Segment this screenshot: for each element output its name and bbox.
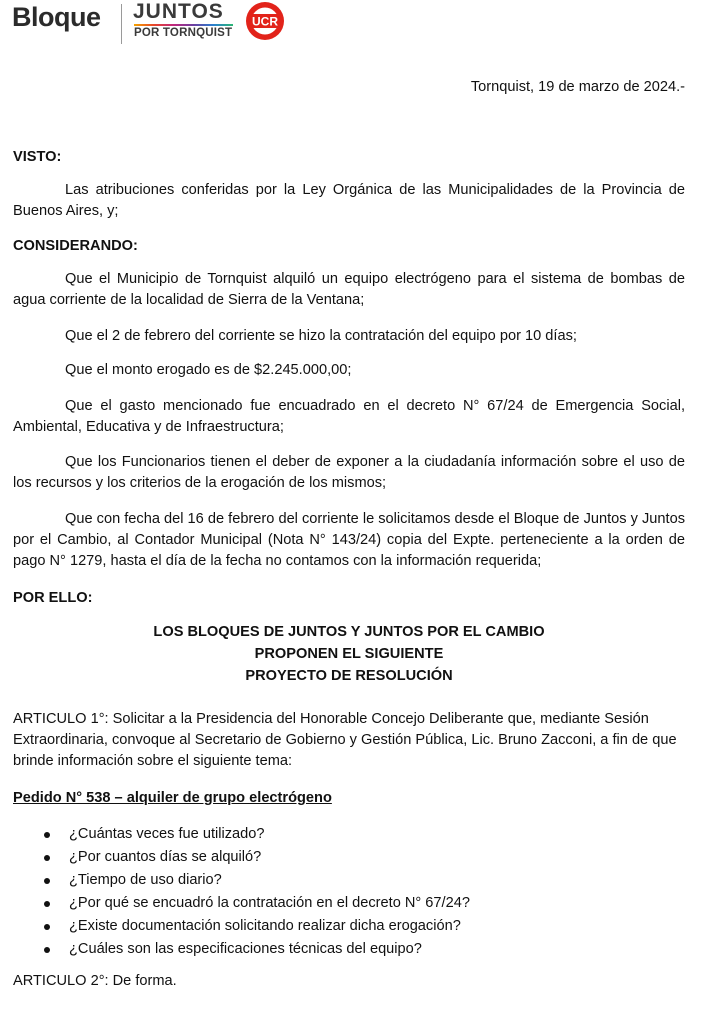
bullet-icon bbox=[44, 901, 50, 907]
date-line: Tornquist, 19 de marzo de 2024.- bbox=[470, 79, 685, 95]
list-item bbox=[13, 938, 673, 961]
list-item bbox=[13, 869, 673, 892]
articulo-2: ARTICULO 2°: De forma. bbox=[13, 973, 177, 989]
articulo-1: ARTICULO 1°: Solicitar a la Presidencia del Honorable Concejo Deliberante que, mediante Sesión Extraordinaria, convoque al Secretario de Gobierno y Gestión Pública, Lic. Bruno Zacconi, a fin de que brinde información sobre el siguiente tema: bbox=[13, 711, 677, 769]
bullet-icon bbox=[44, 832, 50, 838]
resolution-title-line: PROPONEN EL SIGUIENTE bbox=[254, 646, 444, 662]
bullet-icon bbox=[44, 947, 50, 953]
logo-divider bbox=[121, 4, 122, 44]
visto-heading: VISTO: bbox=[13, 149, 62, 165]
question-text: ¿Tiempo de uso diario? bbox=[69, 872, 222, 888]
questions-list bbox=[13, 823, 673, 961]
considerando-paragraph: Que el monto erogado es de $2.245.000,00; bbox=[65, 362, 352, 378]
logo-juntos-text: JUNTOS bbox=[133, 0, 224, 23]
considerando-paragraph: Que el gasto mencionado fue encuadrado en el decreto N° 67/24 de Emergencia Social, Ambiental, Educativa y de Infraestructura; bbox=[13, 398, 685, 435]
logo-por-tornquist-text: POR TORNQUIST bbox=[134, 27, 233, 39]
resolution-title-line: LOS BLOQUES DE JUNTOS Y JUNTOS POR EL CAMBIO bbox=[153, 624, 545, 640]
question-text: ¿Por qué se encuadró la contratación en el decreto N° 67/24? bbox=[69, 895, 470, 911]
letterhead bbox=[0, 0, 707, 60]
question-text: ¿Cuántas veces fue utilizado? bbox=[69, 826, 265, 842]
bullet-icon bbox=[44, 924, 50, 930]
list-item bbox=[13, 823, 673, 846]
visto-paragraph: Las atribuciones conferidas por la Ley Orgánica de las Municipalidades de la Provincia de Buenos Aires, y; bbox=[13, 182, 685, 219]
bullet-icon bbox=[44, 878, 50, 884]
resolution-title-line: PROYECTO DE RESOLUCIÓN bbox=[245, 668, 453, 684]
ucr-logo-text: UCR bbox=[252, 14, 278, 29]
ucr-logo-icon bbox=[245, 1, 285, 41]
list-item bbox=[13, 846, 673, 869]
question-text: ¿Existe documentación solicitando realizar dicha erogación? bbox=[69, 918, 461, 934]
question-text: ¿Cuáles son las especificaciones técnicas del equipo? bbox=[69, 941, 422, 957]
considerando-paragraph: Que el Municipio de Tornquist alquiló un equipo electrógeno para el sistema de bombas de agua corriente de la localidad de Sierra de la Ventana; bbox=[13, 271, 685, 308]
considerando-heading: CONSIDERANDO: bbox=[13, 238, 138, 254]
list-item bbox=[13, 915, 673, 938]
considerando-paragraph: Que el 2 de febrero del corriente se hizo la contratación del equipo por 10 días; bbox=[65, 328, 577, 344]
bullet-icon bbox=[44, 855, 50, 861]
considerando-paragraph: Que los Funcionarios tienen el deber de exponer a la ciudadanía información sobre el uso de los recursos y los criterios de la erogación de los mismos; bbox=[13, 454, 685, 491]
logo-bloque-text: Bloque bbox=[12, 2, 101, 32]
logo-color-bar bbox=[134, 24, 233, 26]
list-item bbox=[13, 892, 673, 915]
por-ello-heading: POR ELLO: bbox=[13, 590, 93, 606]
considerando-paragraph: Que con fecha del 16 de febrero del corriente le solicitamos desde el Bloque de Juntos y Juntos por el Cambio, al Contador Municipal (Nota N° 143/24) copia del Expte. perteneciente a la orden de pago N° 1279, hasta el día de la fecha no contamos con la información requerida; bbox=[13, 511, 685, 569]
pedido-title: Pedido N° 538 – alquiler de grupo electrógeno bbox=[13, 790, 332, 806]
question-text: ¿Por cuantos días se alquiló? bbox=[69, 849, 262, 865]
